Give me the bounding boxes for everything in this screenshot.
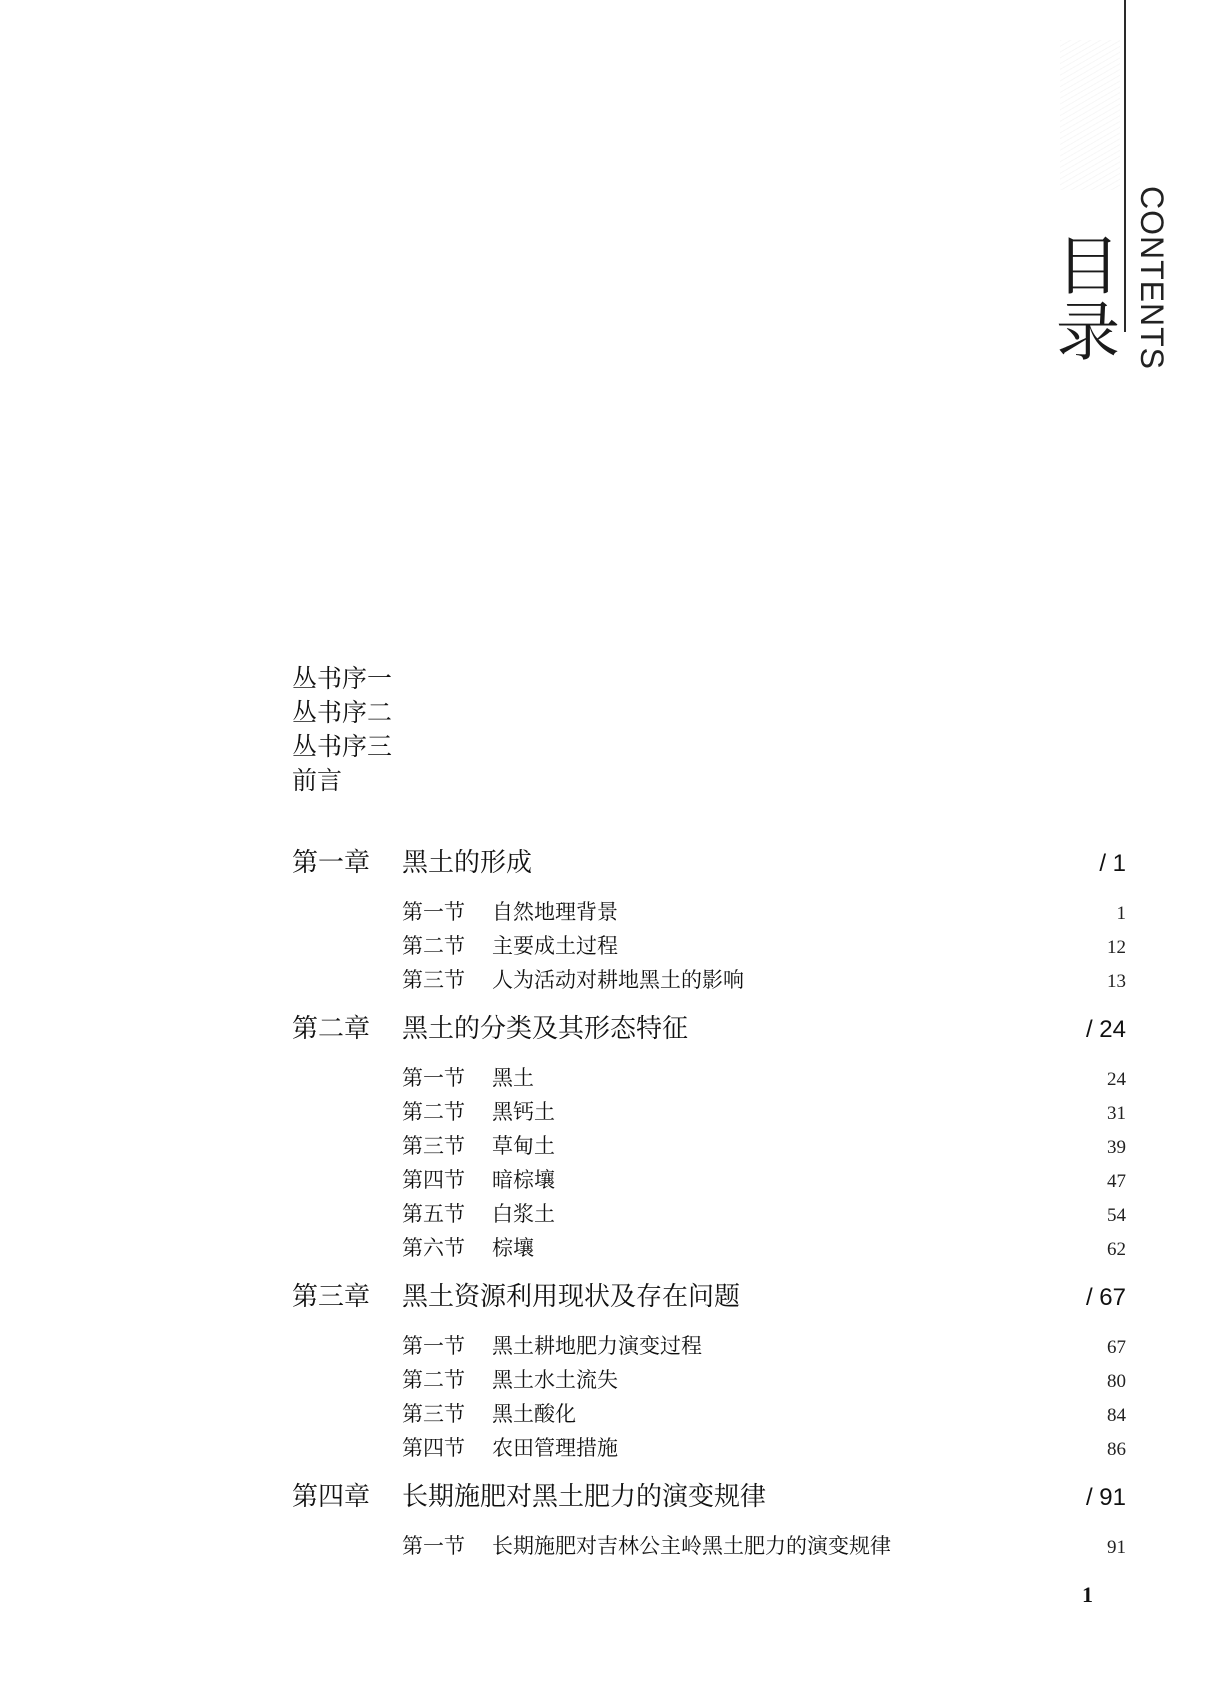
chapter-number: 第四章 — [292, 1482, 371, 1512]
section-number: 第四节 — [402, 1168, 465, 1192]
section-page: 91 — [1107, 1537, 1126, 1558]
section-page: 39 — [1107, 1137, 1126, 1158]
section-row[interactable] — [402, 1398, 1126, 1432]
chapter-number: 第三章 — [292, 1282, 371, 1312]
header-texture — [1060, 40, 1120, 190]
section-page: 13 — [1107, 971, 1126, 992]
section-list — [292, 1330, 1126, 1466]
section-title: 主要成土过程 — [492, 934, 618, 958]
chapter-title: 黑土的形成 — [402, 848, 533, 878]
front-matter-item[interactable]: 丛书序三 — [292, 732, 393, 761]
section-title: 黑土耕地肥力演变过程 — [492, 1334, 702, 1358]
front-matter-item[interactable]: 丛书序一 — [292, 664, 393, 693]
section-number: 第四节 — [402, 1436, 465, 1460]
chapter-title: 黑土的分类及其形态特征 — [402, 1014, 689, 1044]
section-page: 84 — [1107, 1405, 1126, 1426]
chapter-heading[interactable] — [292, 1276, 1126, 1318]
section-title: 自然地理背景 — [492, 900, 618, 924]
chapter-1 — [292, 842, 1126, 998]
section-number: 第五节 — [402, 1202, 465, 1226]
front-matter-item[interactable]: 前言 — [292, 766, 343, 795]
chapter-heading[interactable] — [292, 1476, 1126, 1518]
chapter-4 — [292, 1476, 1126, 1564]
section-page: 31 — [1107, 1103, 1126, 1124]
section-number: 第一节 — [402, 1066, 465, 1090]
section-page: 1 — [1116, 903, 1126, 924]
chapter-title: 黑土资源利用现状及存在问题 — [402, 1282, 741, 1312]
section-row[interactable] — [402, 1164, 1126, 1198]
section-list — [292, 896, 1126, 998]
section-title: 暗棕壤 — [492, 1168, 555, 1192]
chapter-number: 第二章 — [292, 1014, 371, 1044]
section-title: 人为活动对耕地黑土的影响 — [492, 968, 744, 992]
section-row[interactable] — [402, 1432, 1126, 1466]
chapter-page: / 91 — [1085, 1484, 1126, 1511]
section-row[interactable] — [402, 896, 1126, 930]
section-number: 第二节 — [402, 1368, 465, 1392]
section-title: 黑土 — [492, 1066, 534, 1090]
section-list — [292, 1062, 1126, 1266]
section-page: 24 — [1107, 1069, 1126, 1090]
section-page: 62 — [1107, 1239, 1126, 1260]
contents-label: CONTENTS — [1134, 186, 1170, 370]
section-row[interactable] — [402, 1130, 1126, 1164]
section-page: 86 — [1107, 1439, 1126, 1460]
chapter-page: / 67 — [1085, 1284, 1126, 1311]
section-number: 第三节 — [402, 1134, 465, 1158]
chapter-3 — [292, 1276, 1126, 1466]
section-row[interactable] — [402, 1530, 1126, 1564]
section-row[interactable] — [402, 1330, 1126, 1364]
page-number: 1 — [1082, 1582, 1093, 1607]
front-matter-item[interactable]: 丛书序二 — [292, 698, 393, 727]
chapter-title: 长期施肥对黑土肥力的演变规律 — [402, 1482, 767, 1512]
chapter-page: / 24 — [1085, 1016, 1126, 1043]
section-number: 第六节 — [402, 1236, 465, 1260]
section-number: 第二节 — [402, 934, 465, 958]
section-title: 农田管理措施 — [492, 1436, 618, 1460]
chapter-heading[interactable] — [292, 842, 1126, 884]
section-page: 47 — [1107, 1171, 1126, 1192]
chapter-number: 第一章 — [292, 848, 371, 878]
section-row[interactable] — [402, 1096, 1126, 1130]
section-row[interactable] — [402, 1364, 1126, 1398]
section-page: 67 — [1107, 1337, 1126, 1358]
section-row[interactable] — [402, 1198, 1126, 1232]
chapter-page: / 1 — [1099, 850, 1126, 877]
section-row[interactable] — [402, 1232, 1126, 1266]
section-page: 80 — [1107, 1371, 1126, 1392]
front-matter-list — [292, 662, 392, 798]
section-page: 12 — [1107, 937, 1126, 958]
table-of-contents — [292, 842, 1126, 1574]
section-title: 长期施肥对吉林公主岭黑土肥力的演变规律 — [492, 1534, 891, 1558]
section-number: 第一节 — [402, 1334, 465, 1358]
section-list — [292, 1530, 1126, 1564]
section-number: 第一节 — [402, 900, 465, 924]
chapter-heading[interactable] — [292, 1008, 1126, 1050]
section-title: 黑土水土流失 — [492, 1368, 618, 1392]
header-divider-line — [1124, 0, 1126, 332]
section-row[interactable] — [402, 1062, 1126, 1096]
section-title: 黑钙土 — [492, 1100, 555, 1124]
chapter-2 — [292, 1008, 1126, 1266]
section-title: 草甸土 — [492, 1134, 555, 1158]
section-row[interactable] — [402, 930, 1126, 964]
section-title: 黑土酸化 — [492, 1402, 576, 1426]
section-page: 54 — [1107, 1205, 1126, 1226]
section-number: 第三节 — [402, 1402, 465, 1426]
section-title: 白浆土 — [492, 1202, 555, 1226]
section-number: 第三节 — [402, 968, 465, 992]
section-number: 第一节 — [402, 1534, 465, 1558]
section-title: 棕壤 — [492, 1236, 534, 1260]
section-number: 第二节 — [402, 1100, 465, 1124]
toc-title: 目录 — [1045, 232, 1119, 364]
section-row[interactable] — [402, 964, 1126, 998]
